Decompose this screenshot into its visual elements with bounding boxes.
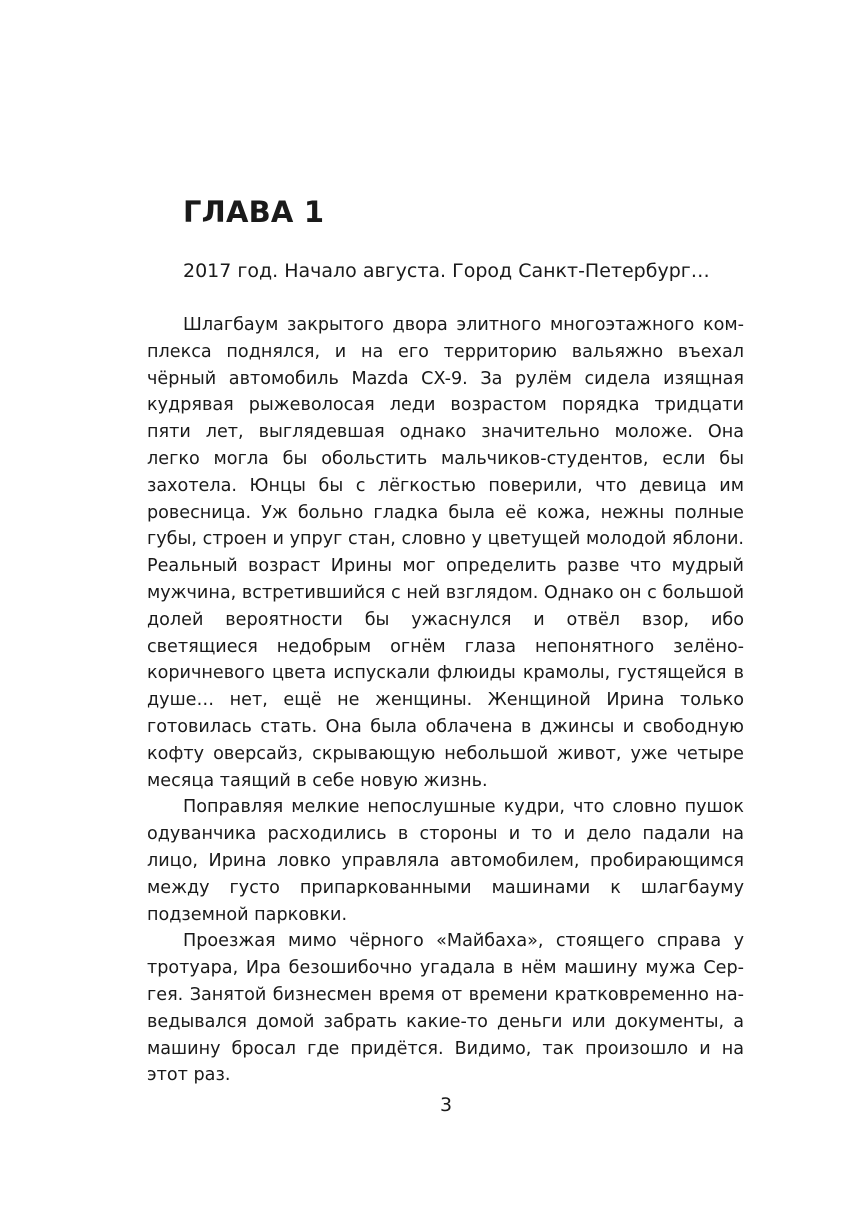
paragraph-2: Поправляя мелкие непослушные кудри, что словно пушок одуванчика расходились в стороны и то и дело падали на лицо, Ирина ловко управляла автомобилем, пробирающимся между густо припаркованными машинами к шлагбауму подземной парковки. <box>147 797 744 925</box>
paragraph-1: Шлагбаум закрытого двора элитного многоэтажного комплекса поднялся, и на его территорию вальяжно въехал чёрный автомобиль Mazda CX-9. За рулём сидела изящная кудрявая рыжеволосая леди возрастом порядка тридцати пяти лет, выглядевшая однако значительно моложе. Она легко могла бы обольстить мальчиков-студентов, если бы захотела. Юнцы бы с лёгкостью поверили, что девица им ровесница. Уж больно гладка была её кожа, нежны полные губы, строен и упруг стан, словно у цветущей молодой яблони. Реальный возраст Ирины мог определить разве что мудрый мужчина, встретившийся с ней взглядом. Однако он с большой долей вероятности бы ужаснулся и отвёл взор, ибо светящиеся недобрым огнём глаза непонятного зелёно-коричневого цвета испускали флюиды крамолы, густящейся в душе… нет, ещё не женщины. Женщиной Ирина только готовилась стать. Она была облачена в джинсы и свободную кофту оверсайз, скрывающую небольшой живот, уже четыре месяца таящий в себе новую жизнь. <box>147 315 744 791</box>
chapter-dateline: 2017 год. Начало августа. Город Санкт-Петербург… <box>183 260 710 282</box>
chapter-body <box>147 312 744 1089</box>
chapter-title: ГЛАВА 1 <box>183 195 325 229</box>
paragraph-3: Проезжая мимо чёрного «Майбаха», стоящего справа у тротуара, Ира безошибочно угадала в нём машину мужа Сергея. Занятой бизнесмен время от времени кратковременно наведывался домой забрать какие-то деньги или документы, а машину бросал где придётся. Видимо, так произошло и на этот раз. <box>147 931 744 1086</box>
page-number: 3 <box>439 1094 453 1116</box>
